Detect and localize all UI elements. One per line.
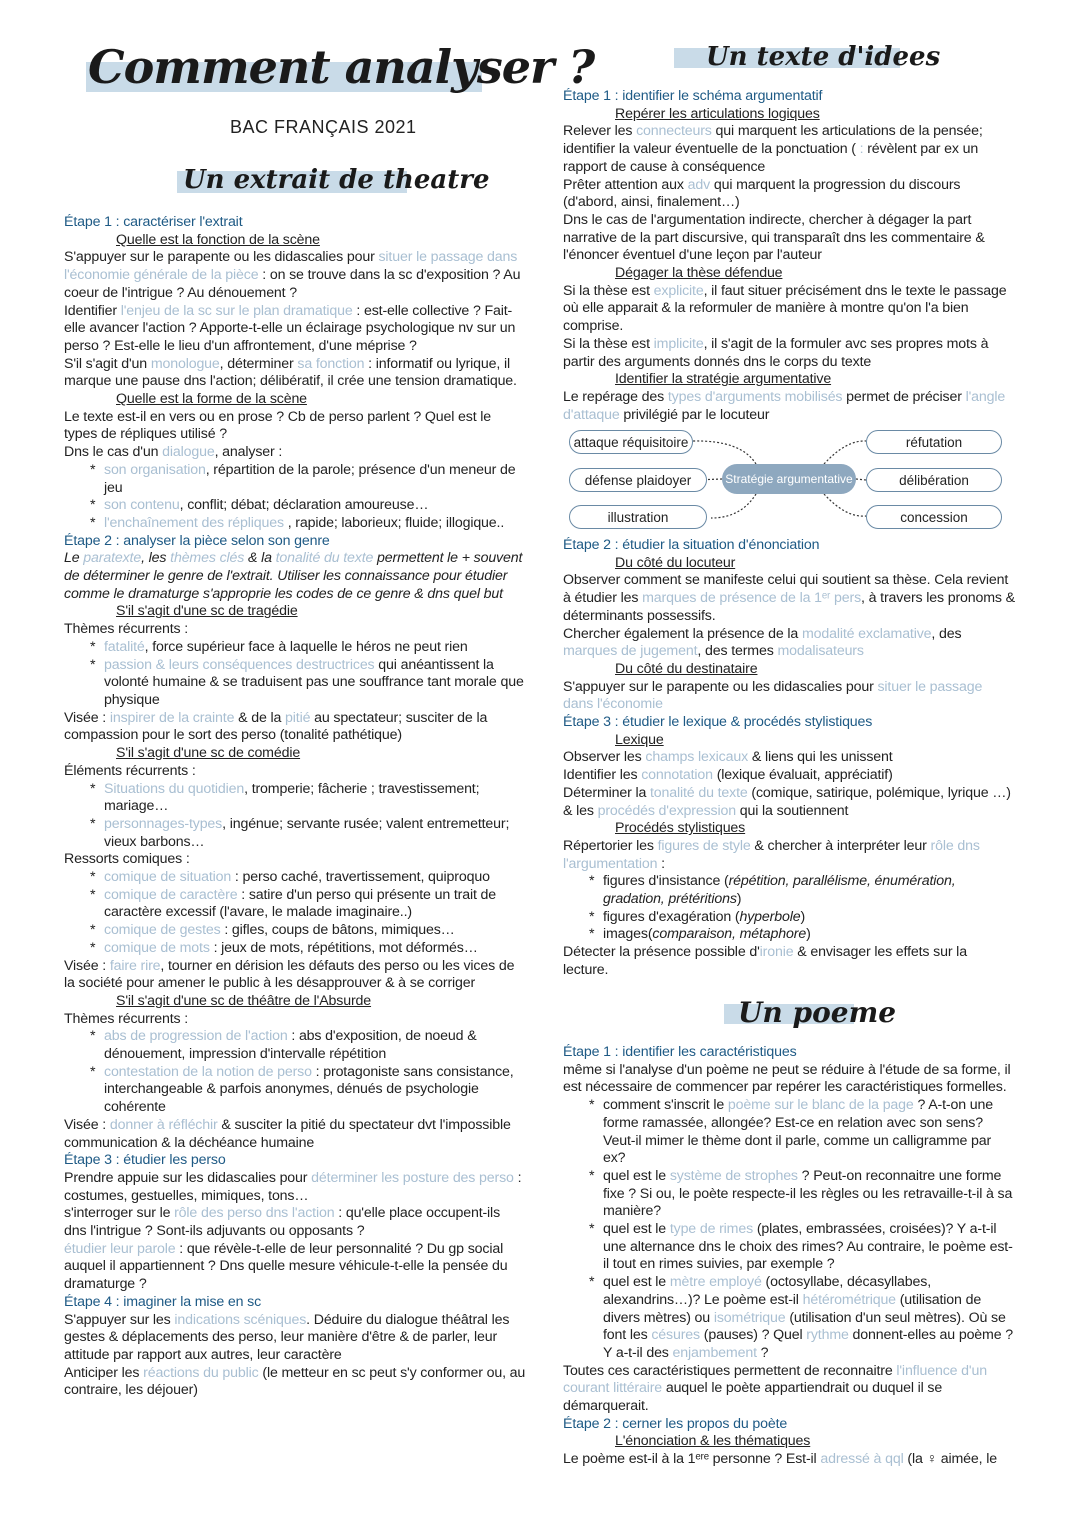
paragraph: Identifier l'enjeu de la sc sur le plan dramatique : est-elle collective ? Fait-elle avancer l'action ? Apporte-t-elle un éclairage psychologique nv sur un perso ? Est-elle le lieu d'un affrontement, d'une méprise ? — [64, 302, 516, 354]
absurde-list — [64, 1028, 526, 1117]
idees-sub-locuteur: Du côté du locuteur — [615, 554, 736, 571]
list-item: * comique de caractère : satire d'un perso qui présente un trait de caractère excessif (l'avare, le malade imaginaire..) — [64, 887, 526, 922]
theatre-step-1: Étape 1 : caractériser l'extrait — [64, 214, 243, 230]
list-item: * quel est le mètre employé (octosyllabe, décasyllabes, alexandrins…)? Le poème est-il hétérométrique (utilisation de divers mètres) ou isométrique (utilisation d'un seul mètres). Où se font les césures (pauses) ? Quel rythme donnent-elles au poème ? Y a-t-il des enjambement ? — [563, 1274, 1015, 1363]
list-item: * comique de gestes : gifles, coups de bâtons, mimiques… — [64, 922, 526, 940]
paragraph: Si la thèse est explicite, il faut situer précisément dns le texte le passage où elle apparait & la reformuler de manière à montre qu'on l'a bien comprise. — [563, 282, 1007, 335]
list-item: * son organisation, répartition de la parole; présence d'un meneur de jeu — [64, 462, 526, 497]
idees-sub-strategie: Identifier la stratégie argumentative — [615, 371, 832, 388]
theatre-sub-fonction: Quelle est la fonction de la scène — [116, 231, 320, 248]
paragraph: S'il s'agit d'un monologue, déterminer sa fonction : informatif ou lyrique, il marque une pause dns l'action; délibératif, il crée une tension dramatique. — [64, 355, 517, 390]
diagram-left-2: défense plaidoyer — [569, 468, 707, 492]
theatre-sub-tragedie: S'il s'agit d'une sc de tragédie — [116, 603, 298, 620]
theatre-sub-comedie: S'il s'agit d'une sc de comédie — [116, 745, 301, 762]
idees-step-2: Étape 2 : étudier la situation d'énonciation — [563, 537, 820, 553]
diagram-right-3: concession — [866, 505, 1002, 529]
idees-sub-lexique: Lexique — [615, 731, 664, 748]
page-subtitle: BAC FRANÇAIS 2021 — [230, 117, 417, 137]
diagram-center: Stratégie argumentative — [722, 464, 856, 494]
list-item: * l'enchaînement des répliques , rapide; laborieux; fluide; illogique.. — [64, 515, 526, 533]
paragraph: Dns le cas d'un dialogue, analyser : — [64, 444, 283, 461]
list-item: * quel est le système de strophes ? Peut-on reconnaitre une forme fixe ? Si ou, le poète respecte-il les règles ou les retravaille-t-il à sa manière? — [563, 1168, 1015, 1221]
list-item: * personnages-types, ingénue; servante rusée; valent entremetteur; vieux barbons… — [64, 816, 526, 851]
paragraph: Thèmes récurrents : — [64, 621, 189, 638]
arrow-to-refutation — [824, 441, 866, 464]
paragraph: Répertorier les figures de style & chercher à interpréter leur rôle dns l'argumentation : — [563, 837, 980, 872]
paragraph: Si la thèse est implicite, il s'agit de la formuler avc ses propres mots à partir des arguments donnés dns le corps du texte — [563, 335, 989, 370]
theatre-step-4: Étape 4 : imaginer la mise en sc — [64, 1293, 262, 1310]
poeme-section — [563, 1044, 1015, 1469]
theatre-heading: Un extrait de theatre — [183, 165, 490, 195]
paragraph: Chercher également la présence de la modalité exclamative, des marques de jugement, des termes modalisateurs — [563, 625, 962, 660]
poeme-sub-enonciation: L'énonciation & les thématiques — [615, 1433, 811, 1450]
idees-section-2 — [563, 537, 1015, 980]
idees-sub-destinataire: Du côté du destinataire — [615, 660, 758, 677]
arrow-to-deliberation — [856, 479, 866, 480]
paragraph: Visée : inspirer de la crainte & de la pitié au spectateur; susciter de la compassion pour le sort des perso (tonalité pathétique) — [64, 709, 488, 744]
paragraph: étudier leur parole : que révèle-t-elle de leur personnalité ? Du gp social auquel il appartiennent ? Dns quelle mesure véhicule-t-elle la pensée du dramaturge ? — [64, 1240, 508, 1293]
paragraph: Prendre appuie sur les didascalies pour déterminer les posture des perso : costumes, gestuelles, mimiques, tons… — [64, 1169, 522, 1204]
paragraph: Observer comment se manifeste celui qui soutient sa thèse. Cela revient à étudier les marques de présence de la 1ᵉʳ pers, à travers les pronoms & déterminants possessifs. — [563, 572, 1015, 624]
paragraph: Dns le cas de l'argumentation indirecte, chercher à dégager la part narrative de la part discursive, qui transparaît dns les commentaire & l'énoncer éventuel d'une leçon par l'auteur — [563, 211, 985, 264]
poeme-step-2: Étape 2 : cerner les propos du poète — [563, 1415, 788, 1432]
strategy-diagram — [566, 430, 1006, 532]
list-item: * figures d'exagération (hyperbole) — [563, 909, 1015, 927]
list-item: * abs de progression de l'action : abs d'exposition, de noeud & dénouement, impression d'intervalle répétition — [64, 1028, 526, 1063]
diagram-left-3: illustration — [569, 505, 707, 529]
diagram-right-1: réfutation — [866, 430, 1002, 454]
paragraph: Détecter la présence possible d'ironie & envisager les effets sur la lecture. — [563, 944, 967, 978]
poeme-list — [563, 1097, 1015, 1363]
list-item: * passion & leurs conséquences destructrices qui anéantissent la volonté humaine & se traduisent pas une souffrance tant morale que physique — [64, 657, 526, 710]
list-item: * images(comparaison, métaphore) — [563, 926, 1015, 944]
paragraph: S'appuyer sur le parapente ou les didascalies pour situer le passage dans l'économie générale de la pièce : on se trouve dans la sc d'exposition ? Au coeur de l'intrigue ? Au dénouement ? — [64, 249, 521, 301]
list-item: * comique de mots : jeux de mots, répétitions, mot déformés… — [64, 940, 526, 958]
idees-sub-these: Dégager la thèse défendue — [615, 265, 783, 282]
idees-heading: Un texte d'idees — [706, 42, 940, 72]
idees-sub-procedes: Procédés stylistiques — [615, 820, 746, 837]
list-item: * comique de situation : perso caché, travertissement, quiproquo — [64, 869, 526, 887]
theatre-sub-absurde: S'il s'agit d'une sc de théâtre de l'Absurde — [116, 992, 372, 1009]
paragraph: Anticiper les réactions du public (le metteur en sc peut s'y conformer ou, au contraire, les déjouer) — [64, 1364, 526, 1399]
paragraph: Observer les champs lexicaux & liens qui les unissent — [563, 749, 893, 766]
poeme-step-1: Étape 1 : identifier les caractéristiques — [563, 1044, 797, 1060]
dialogue-list — [64, 462, 526, 533]
paragraph: Prêter attention aux adv qui marquent la progression du discours (d'abord, ainsi, finalement…) — [563, 176, 961, 211]
idees-step-3: Étape 3 : étudier le lexique & procédés stylistiques — [563, 714, 873, 731]
list-item: * contestation de la notion de perso : protagoniste sans consistance, interchangeable & parfois anonymes, dénués de psychologie cohérente — [64, 1064, 526, 1117]
paragraph: Thèmes récurrents : — [64, 1010, 189, 1027]
paragraph: s'interroger sur le rôle des perso dns l'action : qu'elle place occupent-ils dns l'intrigue ? Sont-ils adjuvants ou opposants ? — [64, 1205, 501, 1240]
ressorts-list — [64, 869, 526, 958]
theatre-sub-forme: Quelle est la forme de la scène — [116, 391, 307, 408]
page-title: Comment analyser ? — [88, 40, 595, 94]
theatre-step-3: Étape 3 : étudier les perso — [64, 1152, 226, 1169]
poeme-heading: Un poeme — [738, 996, 896, 1029]
diagram-right-2: délibération — [866, 468, 1002, 492]
paragraph: Éléments récurrents : — [64, 762, 196, 779]
arrow-to-illustration — [711, 494, 756, 518]
idees-section — [563, 88, 1015, 424]
paragraph: S'appuyer sur le parapente ou les didascalies pour situer le passage dans l'économie — [563, 678, 983, 713]
diagram-left-1: attaque réquisitoire — [569, 430, 693, 454]
list-item: * comment s'inscrit le poème sur le blanc de la page ? A-t-on une forme ramassée, allongée? Est-ce en relation avec son sens? Veut-il mimer le thème dont il parle, comme un calligramme par ex? — [563, 1097, 1015, 1168]
paragraph: Visée : faire rire, tourner en dérision les défauts des perso ou les vices de la société pour amener le public à les désapprouver & à se corriger — [64, 957, 515, 992]
paragraph: Le paratexte, les thèmes clés & la tonalité du texte permettent le + souvent de déterminer le genre de l'extrait. Utiliser les connaissance pour étudier comme le dramaturge s'approprie les codes de ce genre & dns quel but — [64, 550, 523, 602]
idees-sub-articulations: Repérer les articulations logiques — [615, 105, 820, 122]
paragraph: S'appuyer sur les indications scéniques. Déduire du dialogue théâtral les gestes & déplacements des perso, leur manière d'être & de parler, leur attitude par rapport aux autres, leur caractère — [64, 1311, 510, 1363]
paragraph: Ressorts comiques : — [64, 851, 190, 868]
paragraph: Relever les connecteurs qui marquent les articulations de la pensée; identifier la valeur éventuelle de la ponctuation ( : révèlent par ex un rapport de cause à conséquence — [563, 123, 983, 175]
list-item: * Situations du quotidien, tromperie; fâcherie ; travestissement; mariage… — [64, 781, 526, 816]
arrow-to-attaque — [693, 441, 756, 464]
list-item: * son contenu, conflit; débat; déclaration amoureuse… — [64, 497, 526, 515]
comedie-list — [64, 781, 526, 852]
list-item: * figures d'insistance (répétition, parallélisme, énumération, gradation, prétéritions) — [563, 873, 1015, 908]
paragraph: Toutes ces caractéristiques permettent de reconnaitre l'influence d'un courant littéraire auquel le poète appartiendrait ou duquel il se démarquerait. — [563, 1362, 987, 1415]
paragraph: Le texte est-il en vers ou en prose ? Cb de perso parlent ? Quel est le types de répliques utilisé ? — [64, 408, 492, 443]
list-item: * fatalité, force supérieur face à laquelle le héros ne peut rien — [64, 639, 526, 657]
paragraph: Visée : donner à réfléchir & susciter la pitié du spectateur dvt l'impossible communication & la déchéance humaine — [64, 1116, 511, 1151]
figures-list — [563, 873, 1015, 944]
paragraph: même si l'analyse d'un poème ne peut se réduire à l'étude de sa forme, il est nécessaire de commencer par repérer les caractéristiques formelles. — [563, 1061, 1011, 1096]
paragraph: Le poème est-il à la 1ᵉʳᵉ personne ? Est-il adressé à qql (la ♀ aimée, le — [563, 1451, 997, 1468]
list-item: * quel est le type de rimes (plates, embrassées, croisées)? Y a-t-il une alternance dns le choix des rimes? Au contraire, le poème est-il tout en rimes suivies, par exemple ? — [563, 1221, 1015, 1274]
idees-step-1: Étape 1 : identifier le schéma argumentatif — [563, 88, 823, 104]
theatre-section — [64, 214, 526, 1400]
paragraph: Le repérage des types d'arguments mobilisés permet de préciser l'angle d'attaque privilégié par le locuteur — [563, 388, 1006, 423]
arrow-to-concession — [824, 494, 866, 516]
paragraph: Identifier les connotation (lexique évaluait, appréciatif) — [563, 767, 893, 784]
theatre-step-2: Étape 2 : analyser la pièce selon son genre — [64, 532, 330, 549]
paragraph: Déterminer la tonalité du texte (comique, satirique, polémique, lyrique …) & les procédés d'expression qui la soutiennent — [563, 784, 1011, 819]
tragedie-list — [64, 639, 526, 710]
